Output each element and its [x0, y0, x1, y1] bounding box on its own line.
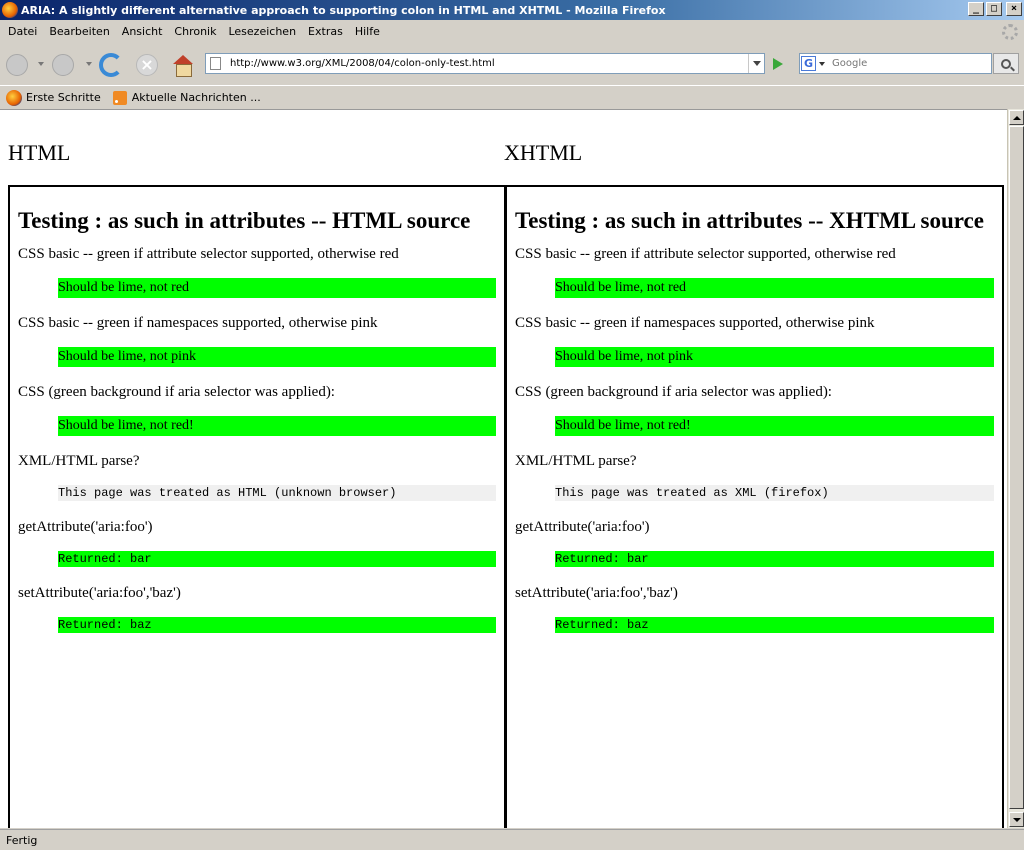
go-arrow-icon — [773, 58, 783, 70]
arrow-up-icon — [1013, 116, 1021, 120]
css-aria-result: Should be lime, not red! — [555, 416, 994, 436]
css-aria-result: Should be lime, not red! — [58, 416, 496, 436]
menu-lesezeichen[interactable]: Lesezeichen — [228, 24, 297, 38]
parse-result: This page was treated as HTML (unknown browser) — [58, 485, 496, 501]
parse-result: This page was treated as XML (firefox) — [555, 485, 994, 501]
url-input[interactable] — [230, 54, 750, 73]
menu-bar — [0, 20, 1024, 42]
parse-label: XML/HTML parse? — [515, 453, 637, 469]
bookmark-label: Erste Schritte — [26, 91, 101, 104]
getattribute-result: Returned: bar — [58, 551, 496, 567]
html-heading: HTML — [8, 140, 71, 165]
menu-chronik[interactable]: Chronik — [174, 24, 217, 38]
forward-history-dropdown[interactable] — [86, 62, 92, 66]
rss-icon — [113, 91, 127, 105]
css-attribute-result: Should be lime, not red — [555, 278, 994, 298]
status-bar — [0, 829, 1024, 850]
firefox-icon — [2, 2, 18, 18]
menu-bearbeiten[interactable]: Bearbeiten — [49, 24, 110, 38]
back-history-dropdown[interactable] — [38, 62, 44, 66]
css-attribute-label: CSS basic -- green if attribute selector supported, otherwise red — [18, 246, 399, 262]
search-icon — [1001, 59, 1011, 69]
page-icon — [210, 57, 221, 70]
html-test-title: Testing : as such in attributes -- HTML source — [18, 208, 471, 233]
css-namespace-label: CSS basic -- green if namespaces supported, otherwise pink — [515, 315, 875, 331]
setattribute-result: Returned: baz — [58, 617, 496, 633]
firefox-icon — [6, 90, 22, 106]
getattribute-result: Returned: bar — [555, 551, 994, 567]
scroll-down-button[interactable] — [1009, 812, 1024, 827]
bookmark-aktuelle-nachrichten[interactable] — [111, 91, 261, 105]
bookmark-label: Aktuelle Nachrichten ... — [131, 91, 261, 104]
vertical-scrollbar[interactable] — [1007, 109, 1024, 828]
window-title: ARIA: A slightly different alternative approach to supporting colon in HTML and XHTML - Mozilla Firefox — [21, 3, 666, 17]
css-aria-label: CSS (green background if aria selector was applied): — [18, 384, 335, 400]
reload-button[interactable] — [98, 52, 124, 78]
search-engine-selector[interactable] — [801, 55, 829, 72]
search-bar[interactable] — [799, 53, 992, 74]
css-attribute-result: Should be lime, not red — [58, 278, 496, 298]
xhtml-frame — [506, 185, 1004, 828]
window-controls — [968, 2, 1022, 16]
throbber-icon — [1002, 24, 1018, 40]
go-button[interactable] — [767, 53, 789, 74]
menu-datei[interactable]: Datei — [8, 24, 38, 38]
forward-arrow-icon — [52, 54, 74, 76]
search-input[interactable] — [832, 54, 990, 73]
home-button[interactable] — [170, 52, 196, 78]
back-arrow-icon — [6, 54, 28, 76]
getattribute-label: getAttribute('aria:foo') — [18, 519, 153, 535]
stop-button[interactable] — [134, 52, 160, 78]
google-icon: G — [801, 56, 816, 71]
stop-icon: × — [136, 54, 158, 76]
xhtml-heading: XHTML — [504, 140, 583, 165]
css-aria-label: CSS (green background if aria selector was applied): — [515, 384, 832, 400]
parse-label: XML/HTML parse? — [18, 453, 140, 469]
xhtml-test-title: Testing : as such in attributes -- XHTML source — [515, 208, 984, 233]
maximize-button[interactable]: □ — [986, 2, 1002, 16]
home-icon — [173, 55, 193, 75]
title-bar — [0, 0, 1024, 20]
close-button[interactable]: × — [1006, 2, 1022, 16]
chevron-down-icon — [819, 62, 825, 66]
page-content — [0, 109, 1007, 828]
scroll-thumb[interactable] — [1009, 126, 1024, 809]
reload-icon — [99, 53, 123, 77]
menu-ansicht[interactable]: Ansicht — [121, 24, 163, 38]
search-button[interactable] — [993, 53, 1019, 74]
css-attribute-label: CSS basic -- green if attribute selector supported, otherwise red — [515, 246, 896, 262]
setattribute-label: setAttribute('aria:foo','baz') — [18, 585, 181, 601]
css-namespace-label: CSS basic -- green if namespaces supported, otherwise pink — [18, 315, 378, 331]
forward-button[interactable] — [50, 52, 76, 78]
scroll-up-button[interactable] — [1009, 110, 1024, 125]
chevron-down-icon — [753, 61, 761, 66]
back-button[interactable] — [4, 52, 30, 78]
minimize-button[interactable]: _ — [968, 2, 984, 16]
setattribute-result: Returned: baz — [555, 617, 994, 633]
html-frame — [8, 185, 506, 828]
status-text: Fertig — [6, 833, 38, 847]
arrow-down-icon — [1013, 818, 1021, 822]
css-namespace-result: Should be lime, not pink — [555, 347, 994, 367]
url-history-dropdown[interactable] — [748, 54, 764, 73]
setattribute-label: setAttribute('aria:foo','baz') — [515, 585, 678, 601]
css-namespace-result: Should be lime, not pink — [58, 347, 496, 367]
menu-extras[interactable]: Extras — [308, 24, 343, 38]
address-bar[interactable] — [205, 53, 765, 74]
bookmark-erste-schritte[interactable] — [6, 90, 101, 106]
menu-hilfe[interactable]: Hilfe — [354, 24, 380, 38]
getattribute-label: getAttribute('aria:foo') — [515, 519, 650, 535]
bookmarks-toolbar — [0, 85, 1024, 109]
